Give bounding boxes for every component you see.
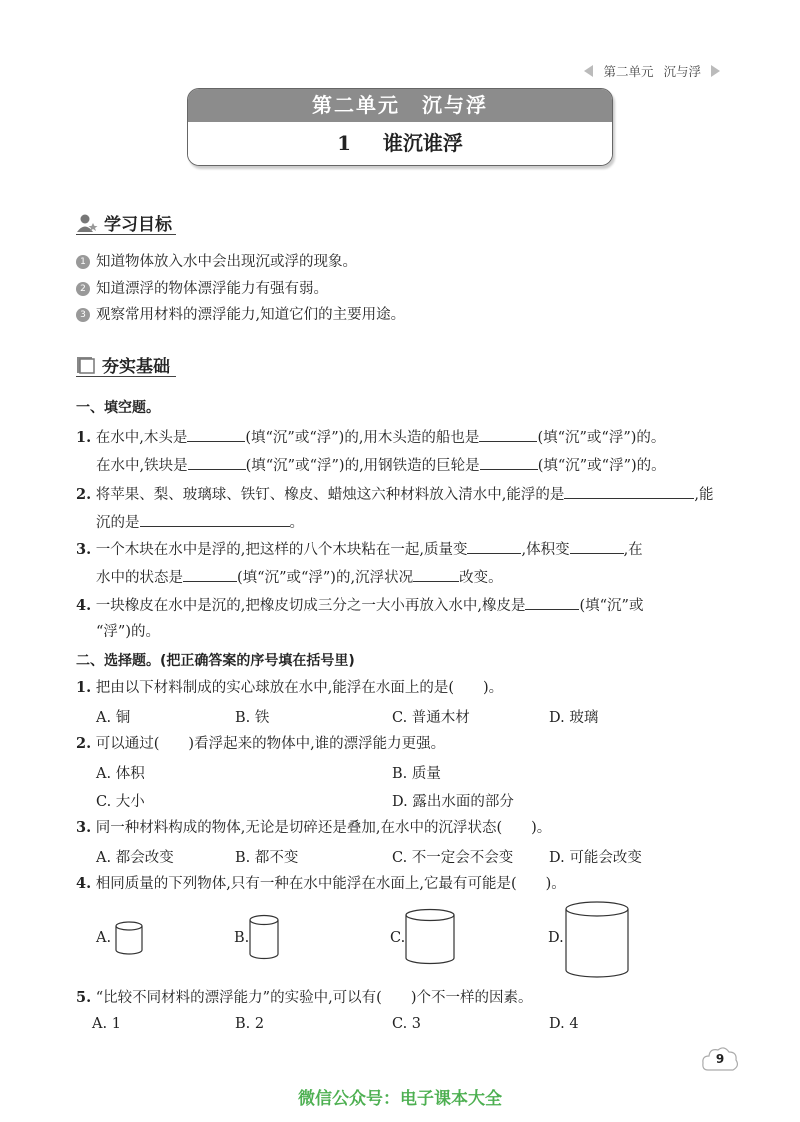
fill-q2-line2	[96, 511, 304, 533]
goal-text: 知道物体放入水中会出现沉或浮的现象。	[96, 254, 357, 270]
fill-q4-line1	[76, 594, 643, 616]
title-box	[187, 88, 613, 166]
answer-blank[interactable]	[413, 566, 459, 582]
goals-underline	[76, 234, 176, 235]
option[interactable]: B. 2	[235, 1016, 265, 1032]
option[interactable]: B. 铁	[235, 710, 270, 726]
lesson-number: 1	[337, 131, 351, 155]
watermark: 微信公众号：电子课本大全	[298, 1089, 502, 1109]
fill-q3-line1	[76, 538, 643, 560]
answer-blank[interactable]	[564, 483, 694, 499]
answer-blank[interactable]	[525, 594, 579, 610]
q-text: 在水中,铁块是	[96, 458, 188, 474]
lesson-title	[188, 122, 612, 165]
q-text: (填“沉”或“浮”)的,用木头造的船也是	[245, 430, 480, 446]
option[interactable]: A. 都会改变	[96, 850, 174, 866]
option-label[interactable]: B.	[234, 930, 250, 946]
q-text: ,体积变	[521, 542, 570, 558]
q-text: 相同质量的下列物体,只有一种在水中能浮在水面上,它最有可能是( )。	[95, 876, 566, 892]
q-number: 1.	[76, 429, 92, 446]
q-text: 沉的是	[96, 515, 140, 531]
fill-q3-line2	[96, 566, 503, 588]
chapter-tag	[584, 62, 720, 80]
q-number: 4.	[76, 875, 92, 892]
option[interactable]: D. 玻璃	[549, 710, 599, 726]
goal-text: 知道漂浮的物体漂浮能力有强有弱。	[96, 281, 328, 297]
q-text: 将苹果、梨、玻璃球、铁钉、橡皮、蜡烛这六种材料放入清水中,能浮的是	[95, 487, 565, 503]
goals-heading	[76, 210, 172, 235]
option[interactable]: C. 不一定会不会变	[392, 850, 514, 866]
q-text: 同一种材料构成的物体,无论是切碎还是叠加,在水中的沉浮状态( )。	[95, 820, 552, 836]
q-text: ,能	[694, 487, 714, 503]
q-text: 。	[289, 515, 304, 531]
answer-blank[interactable]	[467, 538, 521, 554]
answer-blank[interactable]	[570, 538, 624, 554]
option-label[interactable]: D.	[548, 930, 564, 946]
page-number-badge	[700, 1044, 740, 1078]
fill-q1-line1	[76, 426, 665, 448]
choice-heading: 二、选择题。(把正确答案的序号填在括号里)	[76, 653, 355, 669]
option[interactable]: D. 4	[549, 1016, 579, 1032]
q-text: (填“沉”或	[579, 598, 644, 614]
answer-blank[interactable]	[188, 454, 246, 470]
q-text: (填“沉”或“浮”)的。	[537, 458, 666, 474]
answer-blank[interactable]	[187, 426, 245, 442]
answer-blank[interactable]	[183, 566, 237, 582]
option[interactable]: D. 可能会改变	[549, 850, 642, 866]
q-number: 4.	[76, 597, 92, 614]
answer-blank[interactable]	[140, 511, 290, 527]
choice-q3	[76, 818, 551, 838]
cylinder-c-icon[interactable]	[404, 908, 456, 966]
q-text: 水中的状态是	[96, 570, 183, 586]
goal-item	[76, 305, 405, 325]
option[interactable]: A. 1	[92, 1016, 121, 1032]
learner-icon	[76, 213, 98, 233]
chapter-topic: 沉与浮	[663, 64, 701, 79]
option[interactable]: B. 质量	[392, 766, 441, 782]
option-label[interactable]: C.	[390, 930, 406, 946]
chapter-unit: 第二单元	[603, 64, 654, 79]
q-number: 1.	[76, 679, 92, 696]
number-badge-icon: 1	[76, 255, 90, 269]
q-text: 在水中,木头是	[95, 430, 188, 446]
page-number: 9	[715, 1052, 725, 1066]
q-text: 一个木块在水中是浮的,把这样的八个木块粘在一起,质量变	[95, 542, 468, 558]
choice-q2	[76, 734, 445, 754]
fill-q2-line1	[76, 483, 713, 505]
notebook-icon	[76, 355, 96, 375]
q-text: 一块橡皮在水中是沉的,把橡皮切成三分之一大小再放入水中,橡皮是	[95, 598, 526, 614]
basics-underline	[76, 376, 176, 377]
unit-title: 第二单元 沉与浮	[188, 89, 612, 122]
q-text: (填“沉”或“浮”)的,用钢铁造的巨轮是	[245, 458, 480, 474]
q-text: 可以通过( )看浮起来的物体中,谁的漂浮能力更强。	[95, 736, 446, 752]
choice-q1	[76, 678, 503, 698]
q-text: (填“沉”或“浮”)的。	[537, 430, 666, 446]
choice-q5	[76, 988, 533, 1008]
lesson-name: 谁沉谁浮	[382, 131, 463, 155]
q-number: 2.	[76, 735, 92, 752]
answer-blank[interactable]	[479, 426, 537, 442]
q-number: 5.	[76, 989, 92, 1006]
option[interactable]: C. 3	[392, 1016, 422, 1032]
option[interactable]: B. 都不变	[235, 850, 299, 866]
cylinder-d-icon[interactable]	[564, 900, 630, 980]
left-triangle-icon	[584, 65, 593, 77]
fill-heading: 一、填空题。	[76, 400, 160, 416]
option[interactable]: C. 大小	[96, 794, 145, 810]
option[interactable]: A. 铜	[96, 710, 131, 726]
number-badge-icon: 3	[76, 308, 90, 322]
q-text: 改变。	[459, 570, 503, 586]
q-text: (填“沉”或“浮”)的,沉浮状况	[237, 570, 414, 586]
basics-heading	[76, 352, 170, 377]
fill-q1-line2	[96, 454, 666, 476]
choice-q4	[76, 874, 566, 894]
number-badge-icon: 2	[76, 282, 90, 296]
cylinder-a-icon[interactable]	[114, 920, 144, 956]
goal-item	[76, 252, 357, 272]
option-label[interactable]: A.	[96, 930, 112, 946]
option[interactable]: C. 普通木材	[392, 710, 470, 726]
option[interactable]: A. 体积	[96, 766, 145, 782]
answer-blank[interactable]	[480, 454, 538, 470]
cylinder-b-icon[interactable]	[248, 914, 280, 960]
q-number: 3.	[76, 541, 92, 558]
goal-item	[76, 279, 328, 299]
fill-q4-line2: “浮”)的。	[96, 624, 160, 640]
basics-heading-text: 夯实基础	[102, 357, 170, 377]
right-triangle-icon	[711, 65, 720, 77]
q-number: 3.	[76, 819, 92, 836]
q-text: 把由以下材料制成的实心球放在水中,能浮在水面上的是( )。	[95, 680, 504, 696]
q-text: ,在	[623, 542, 643, 558]
goals-heading-text: 学习目标	[104, 215, 172, 235]
q-text: “比较不同材料的漂浮能力”的实验中,可以有( )个不一样的因素。	[95, 990, 533, 1006]
option[interactable]: D. 露出水面的部分	[392, 794, 514, 810]
goal-text: 观察常用材料的漂浮能力,知道它们的主要用途。	[96, 307, 406, 323]
q-number: 2.	[76, 486, 92, 503]
